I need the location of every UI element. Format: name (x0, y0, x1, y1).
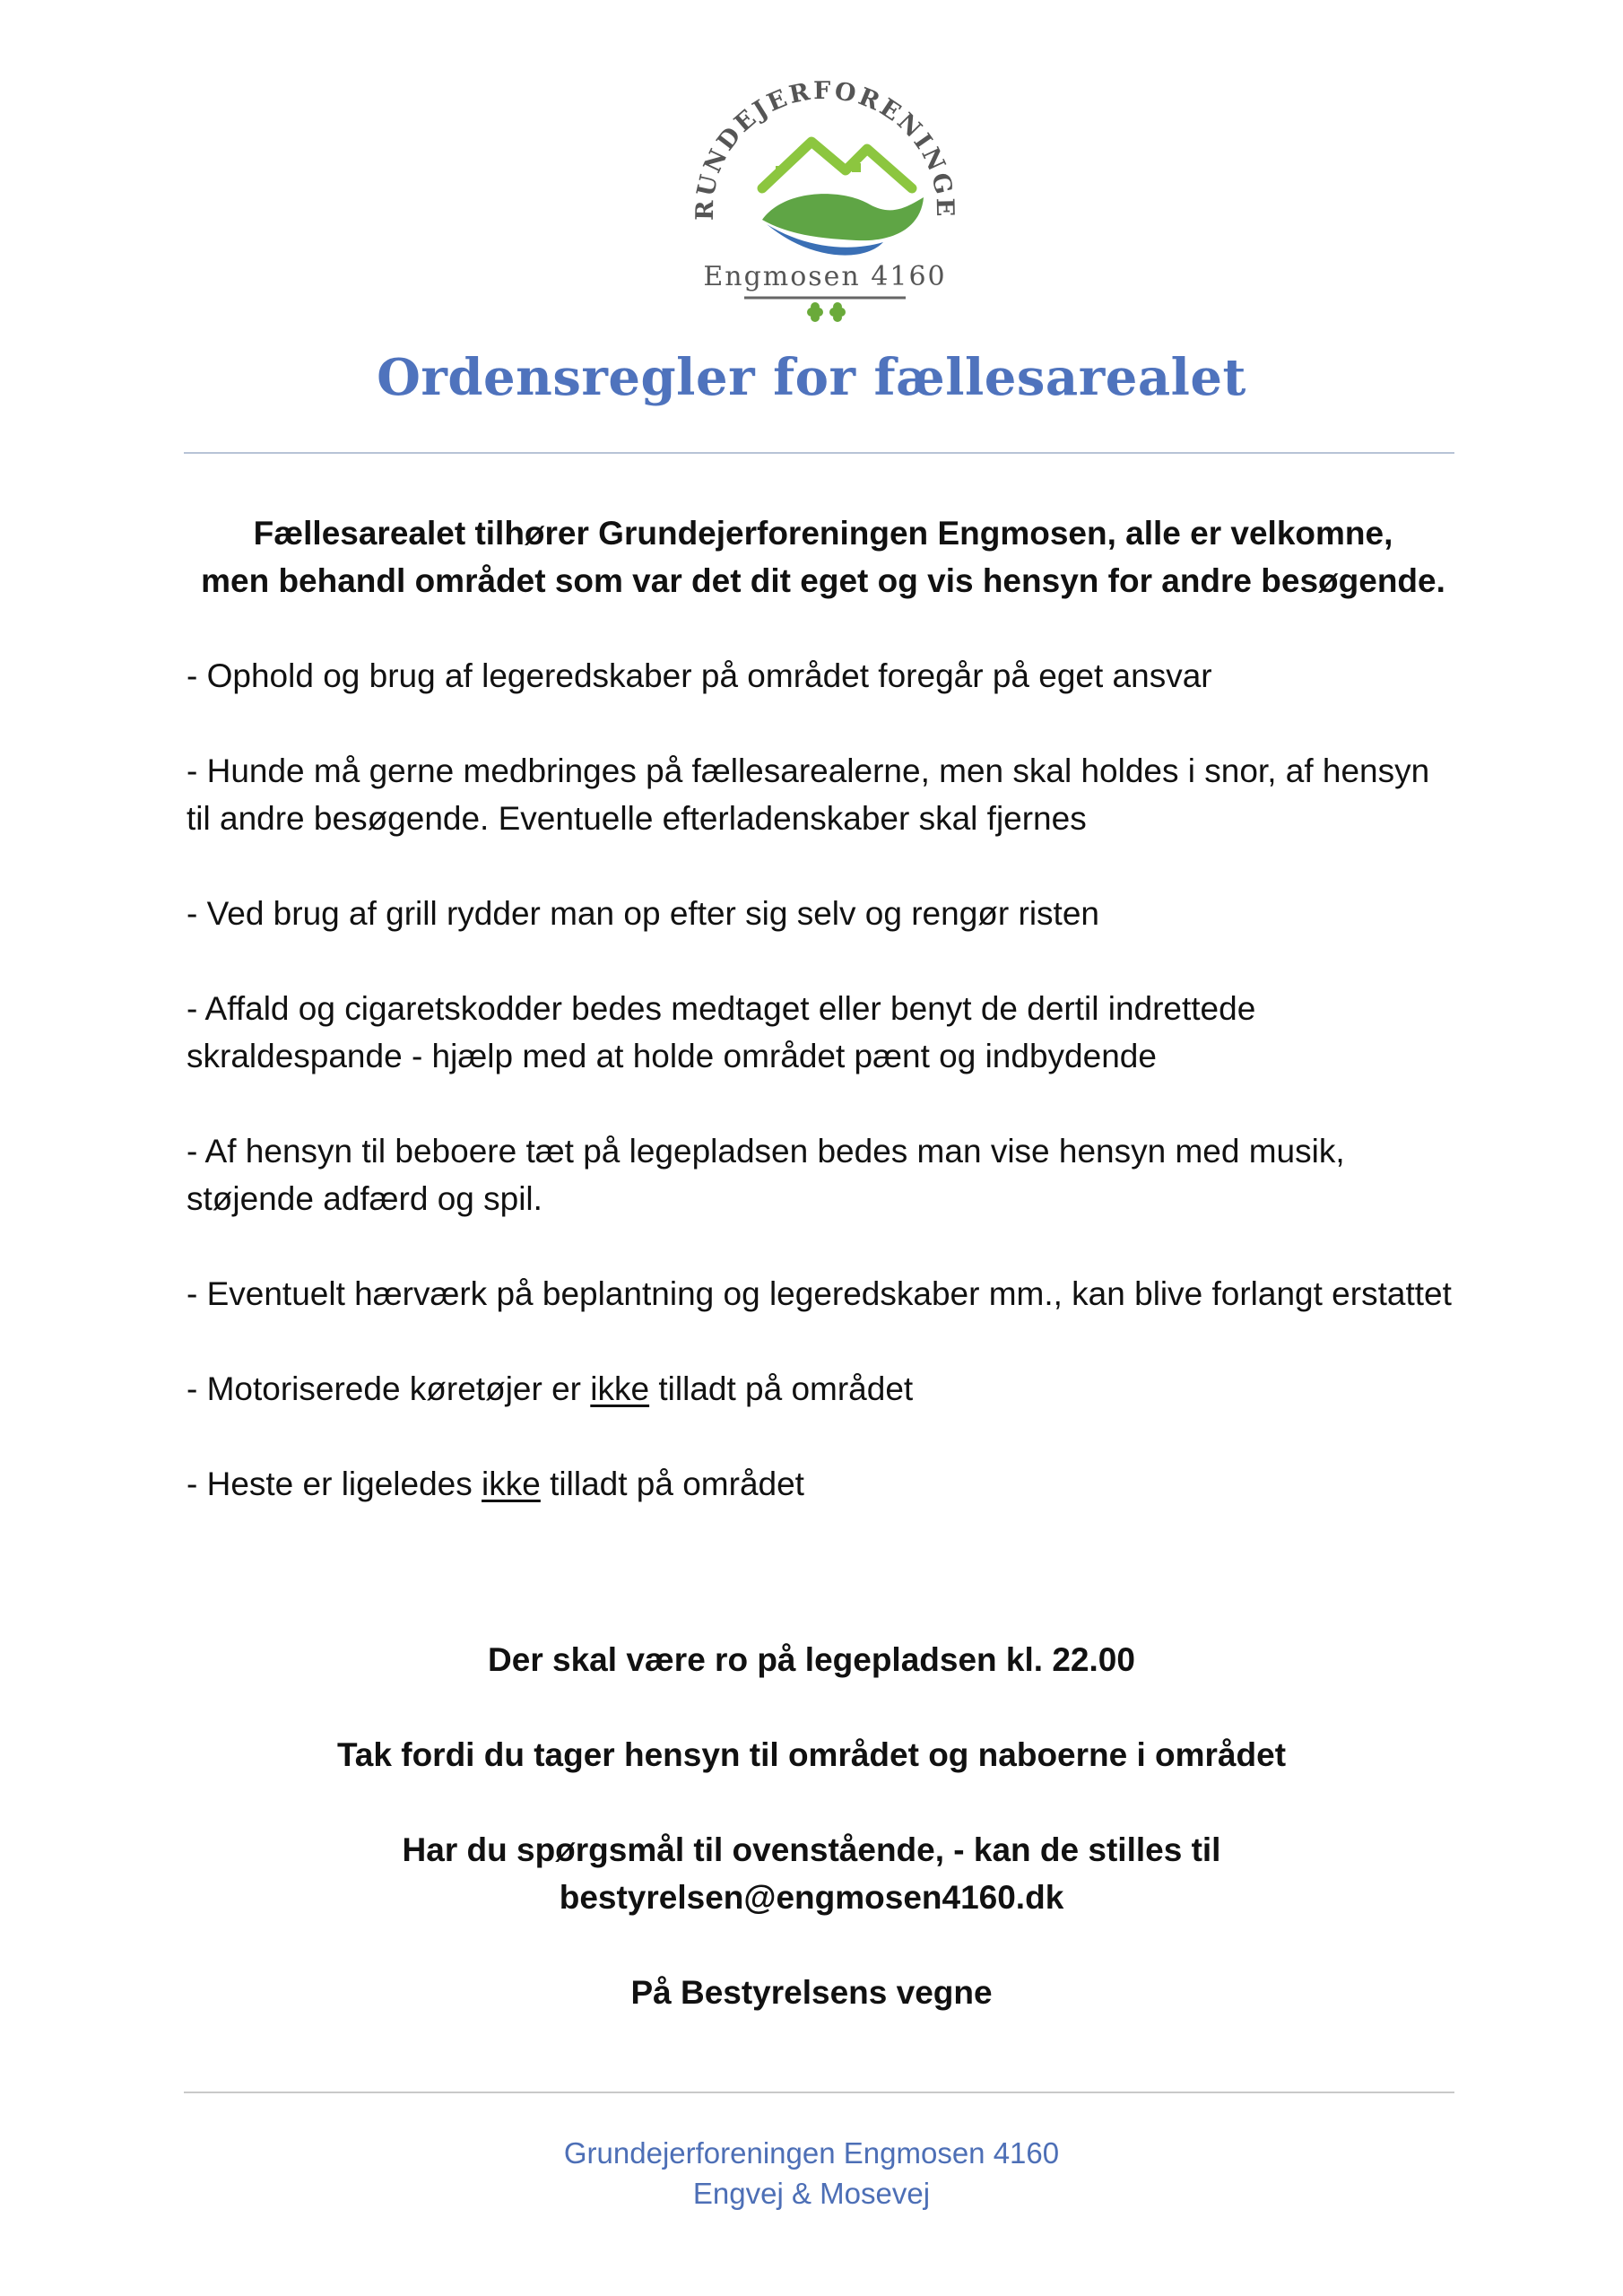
intro-line-1: Fællesarealet tilhører Grundejerforeningen Engmosen, alle er velkomne, (253, 515, 1393, 552)
rule-item: - Ophold og brug af legeredskaber på området foregår på eget ansvar (187, 657, 1212, 694)
logo-graphic (677, 63, 973, 332)
quiet-hours-notice: Der skal være ro på legepladsen kl. 22.00 (488, 1641, 1135, 1678)
signature: På Bestyrelsens vegne (630, 1974, 993, 2011)
header-divider (184, 452, 1454, 454)
page-footer (0, 2133, 1623, 2213)
rule-item (187, 1460, 1460, 1508)
house-icon (762, 142, 912, 188)
rule-item (187, 1365, 1460, 1413)
rule-item: - Ved brug af grill rydder man op efter sig selv og rengør risten (187, 895, 1099, 932)
footer-line-1: Grundejerforeningen Engmosen 4160 (563, 2136, 1060, 2170)
rule-item: - Eventuelt hærværk på beplantning og legeredskaber mm., kan blive forlangt erstattet (187, 1275, 1452, 1312)
logo-arc-text: RUNDEJERFORENINGE (690, 76, 959, 222)
intro-line-2: men behandl området som var det dit eget og vis hensyn for andre besøgende. (201, 562, 1445, 599)
footer-line-2: Engvej & Mosevej (692, 2177, 931, 2210)
closing-section (0, 1636, 1623, 2064)
rule-text: - Heste er ligeledes (187, 1465, 482, 1502)
rules-list (187, 652, 1460, 1508)
rule-emphasis: ikke (482, 1465, 541, 1502)
association-logo (677, 63, 973, 332)
rule-emphasis: ikke (590, 1370, 650, 1407)
logo-place-text: Engmosen 4160 (703, 261, 947, 292)
rules-content (187, 509, 1460, 1555)
rule-item: - Hunde må gerne medbringes på fællesarealerne, men skal holdes i snor, af hensyn til andre besøgende. Eventuelle efterladenskaber skal fjernes (187, 752, 1430, 837)
rule-text: - Motoriserede køretøjer er (187, 1370, 591, 1407)
rule-item: - Affald og cigaretskodder bedes medtaget eller benyt de dertil indrettede skraldespande - hjælp med at holde området pænt og indbydende (187, 990, 1256, 1074)
footer-divider (184, 2092, 1454, 2093)
page-title: Ordensregler for fællesarealet (377, 348, 1246, 407)
thanks-message: Tak fordi du tager hensyn til området og naboerne i området (336, 1736, 1287, 1773)
questions-contact (0, 1826, 1623, 1921)
flower-icon (807, 302, 846, 322)
questions-text: Har du spørgsmål til ovenstående, - kan de stilles til (402, 1831, 1221, 1868)
rule-text: tilladt på området (540, 1465, 804, 1502)
rule-text: tilladt på området (649, 1370, 914, 1407)
contact-email: bestyrelsen@engmosen4160.dk (559, 1879, 1064, 1916)
rule-item: - Af hensyn til beboere tæt på legepladsen bedes man vise hensyn med musik, støjende adfærd og spil. (187, 1133, 1345, 1217)
intro-paragraph (187, 509, 1460, 604)
hill-shape (762, 194, 924, 240)
